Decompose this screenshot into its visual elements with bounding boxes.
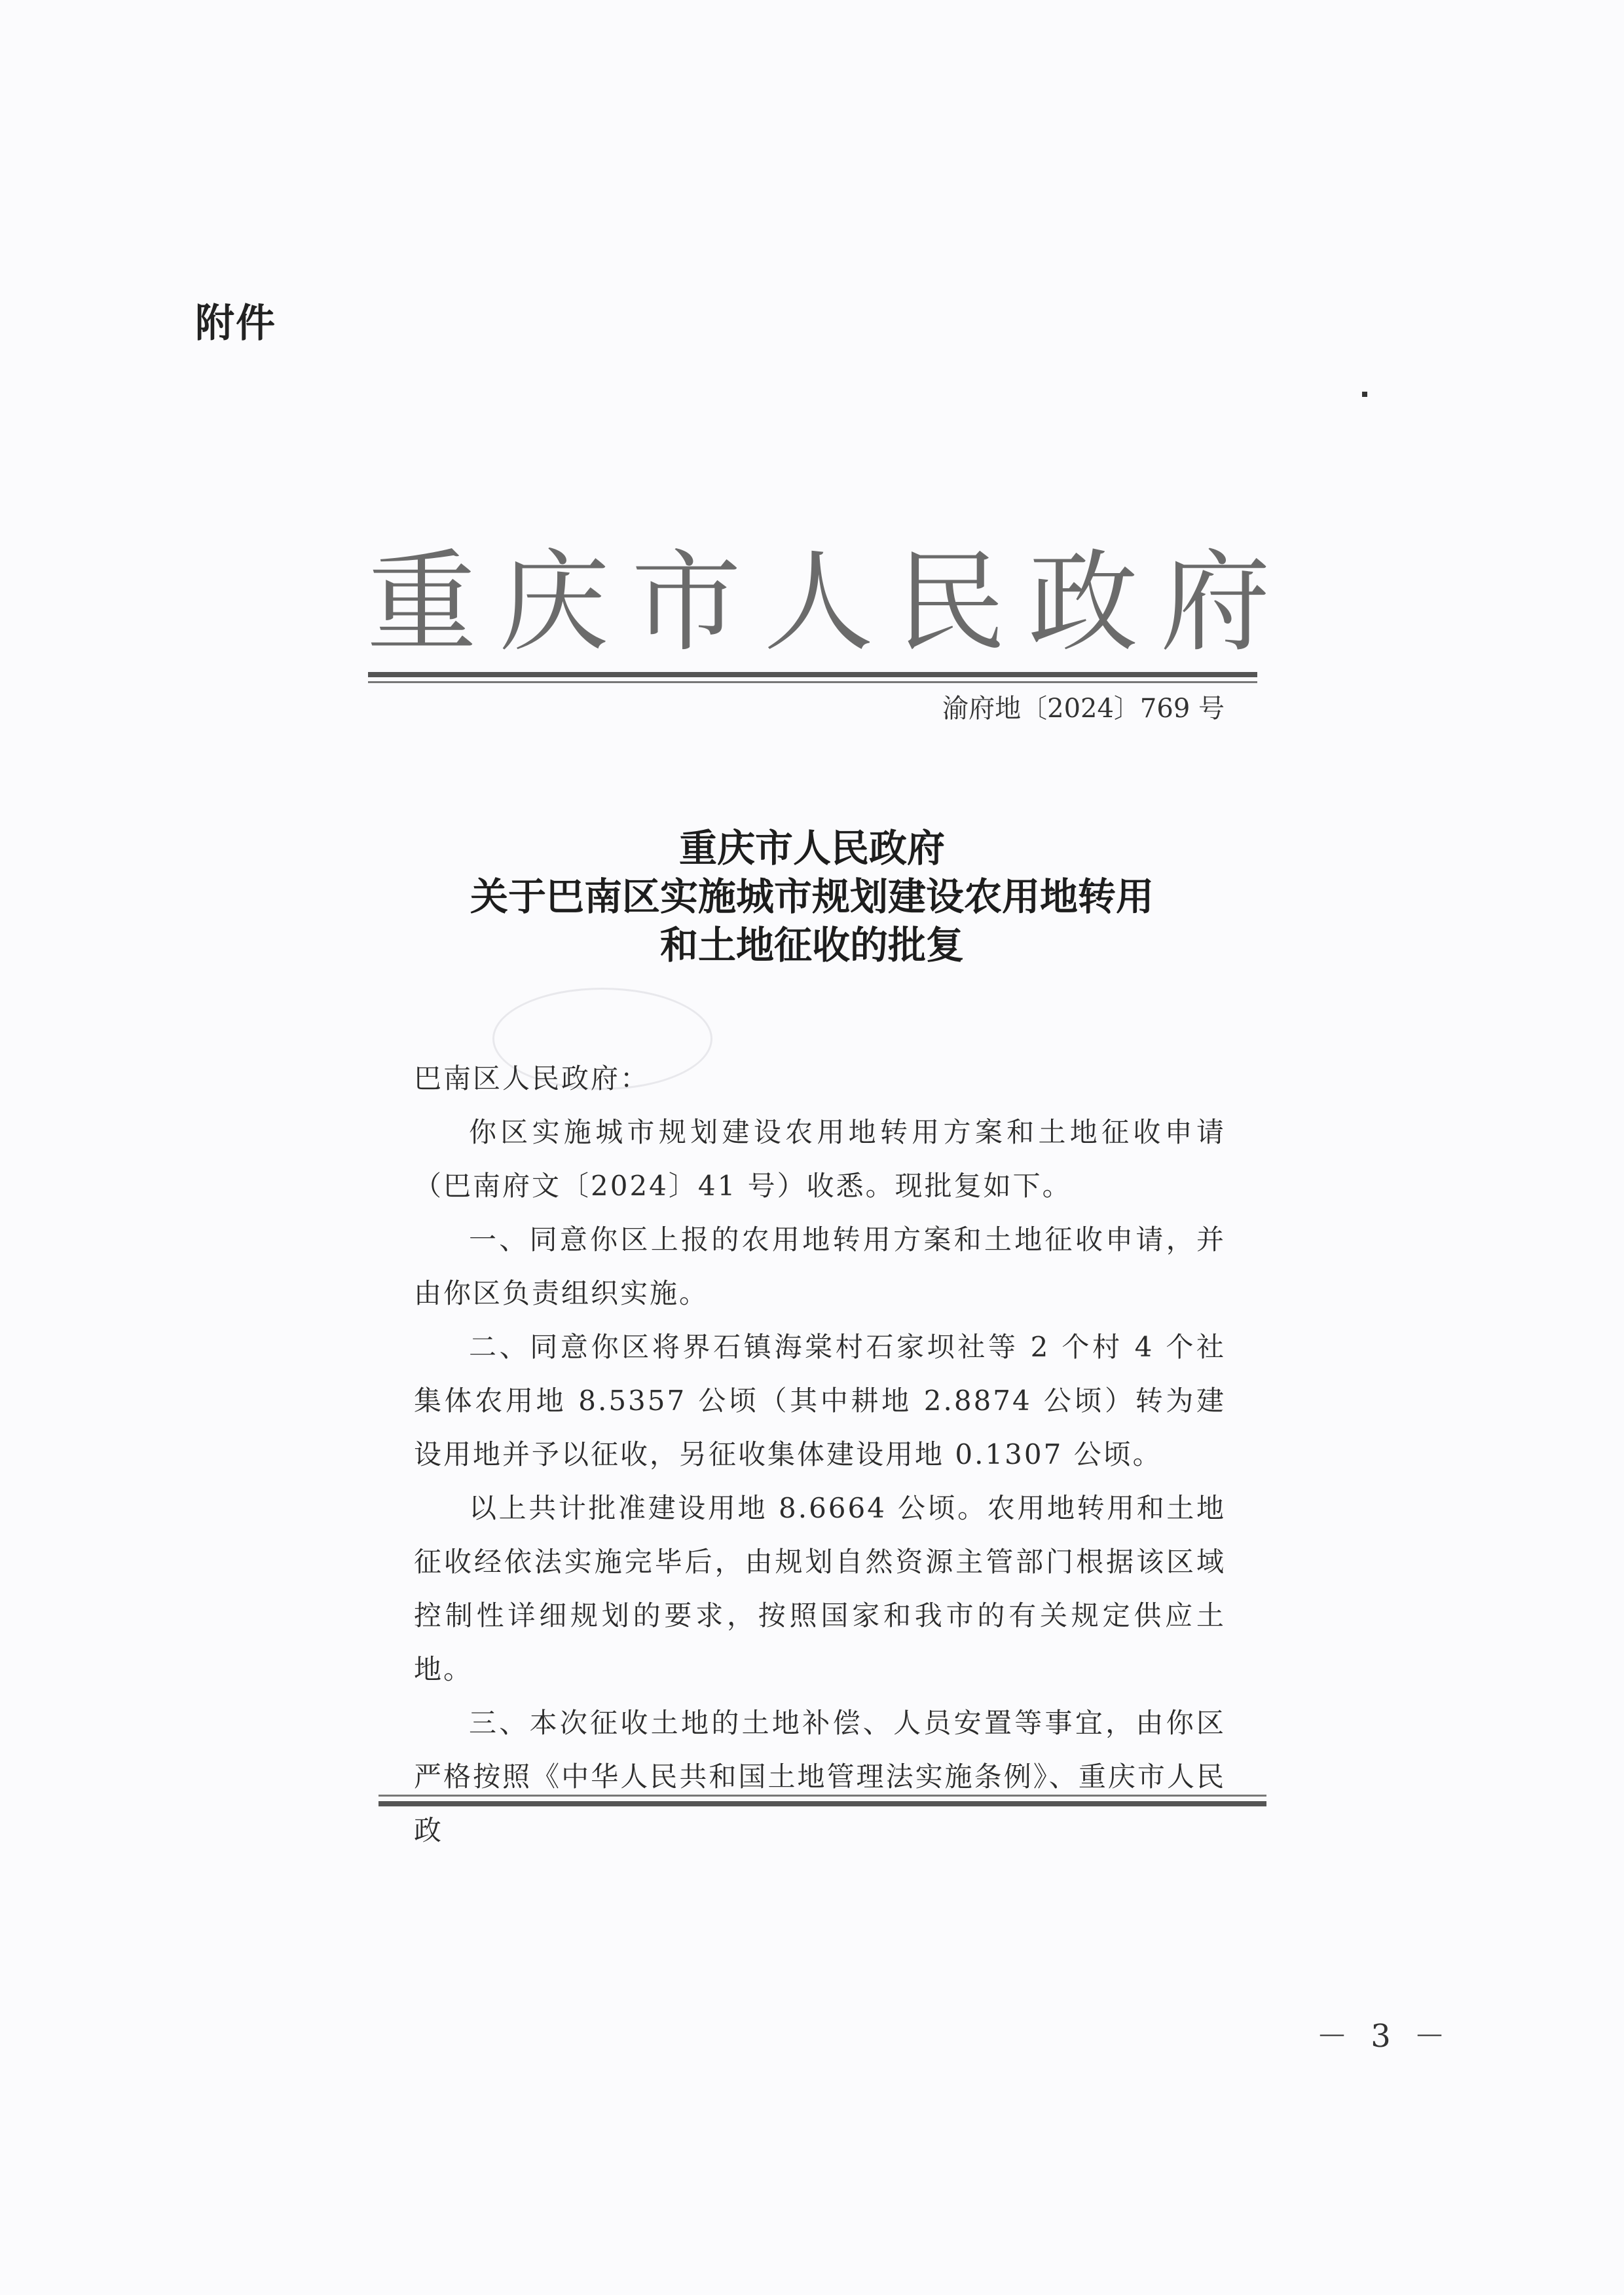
header-rule-thick bbox=[368, 672, 1257, 677]
document-title bbox=[262, 824, 1362, 969]
footer-rule-thin bbox=[378, 1795, 1266, 1797]
body-paragraph: 你区实施城市规划建设农用地转用方案和土地征收申请（巴南府文〔2024〕41 号）收悉。现批复如下。 bbox=[414, 1116, 1226, 1202]
body-paragraph: 二、同意你区将界石镇海棠村石家坝社等 2 个村 4 个社集体农用地 8.5357 公顷（其中耕地 2.8874 公顷）转为建设用地并予以征收，另征收集体建设用地 0.1307 公顷。 bbox=[414, 1331, 1226, 1470]
attachment-label: 附件 bbox=[195, 301, 276, 346]
footer-rule-thick bbox=[378, 1801, 1266, 1806]
title-line: 重庆市人民政府 bbox=[678, 826, 945, 870]
document-number: 渝府地〔2024〕769 号 bbox=[942, 694, 1225, 724]
title-line: 和土地征收的批复 bbox=[659, 923, 964, 967]
issuer-header: 重庆市人民政府 bbox=[367, 538, 1293, 667]
scan-speck bbox=[1362, 392, 1367, 397]
body-paragraph: 三、本次征收土地的土地补偿、人员安置等事宜，由你区严格按照《中华人民共和国土地管理法实施条例》、重庆市人民政 bbox=[414, 1707, 1226, 1846]
document-body bbox=[414, 1052, 1226, 1857]
addressee: 巴南区人民政府： bbox=[414, 1062, 650, 1094]
body-paragraph: 一、同意你区上报的农用地转用方案和土地征收申请，并由你区负责组织实施。 bbox=[414, 1223, 1226, 1309]
header-rule-thin bbox=[368, 681, 1257, 683]
title-line: 关于巴南区实施城市规划建设农用地转用 bbox=[470, 874, 1154, 919]
body-paragraph: 以上共计批准建设用地 8.6664 公顷。农用地转用和土地征收经依法实施完毕后，由规划自然资源主管部门根据该区域控制性详细规划的要求，按照国家和我市的有关规定供应土地。 bbox=[414, 1492, 1226, 1685]
page-number: － 3 － bbox=[1316, 2018, 1452, 2055]
